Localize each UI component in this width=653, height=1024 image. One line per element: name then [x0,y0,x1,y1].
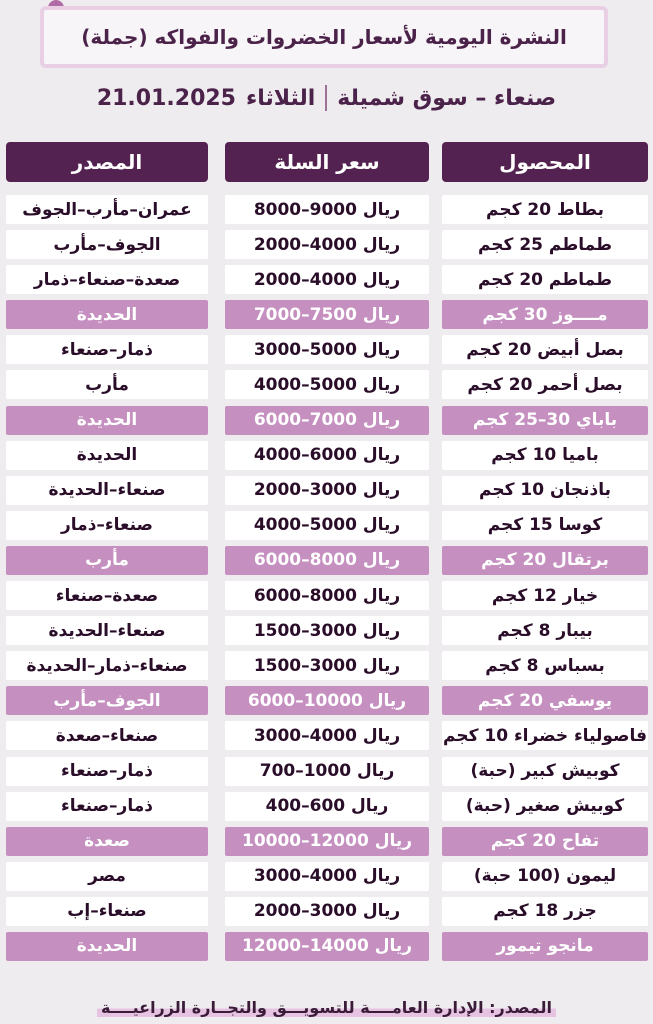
product-cell: بيبار 8 كجم [442,616,648,645]
table-row [0,683,653,718]
source-cell: صعدة [6,827,208,856]
product-cell: مانجو تيمور [442,932,648,961]
table-row [0,894,653,929]
product-cell: بصل أحمر 20 كجم [442,370,648,399]
source-cell: صنعاء–صعدة [6,721,208,750]
column-header-source: المصدر [6,142,208,182]
price-cell: 4000–5000 ريال [225,370,429,399]
source-cell: مأرب [6,370,208,399]
source-cell: صنعاء–الحديدة [6,616,208,645]
footer-source: المصدر: الإدارة العامــــة للتسويـــق والتجــارة الزراعيــــة [97,998,556,1017]
table-row [0,262,653,297]
table-row [0,367,653,402]
source-cell: الجوف–مأرب [6,686,208,715]
product-cell: خيار 12 كجم [442,581,648,610]
table-row [0,543,653,578]
source-cell: صنعاء–ذمار–الحديدة [6,651,208,680]
product-cell: طماطم 20 كجم [442,265,648,294]
location-date-line [0,80,653,116]
source-cell: صعدة–صنعاء [6,581,208,610]
product-cell: كوسا 15 كجم [442,511,648,540]
price-cell: 1500–3000 ريال [225,616,429,645]
table-row [0,297,653,332]
price-cell: 8000–9000 ريال [225,195,429,224]
table-row [0,648,653,683]
bulletin-title [40,6,608,68]
source-cell: ذمار–صنعاء [6,335,208,364]
table-row [0,824,653,859]
table-row [0,438,653,473]
price-cell: 1500–3000 ريال [225,651,429,680]
source-cell: مصر [6,862,208,891]
price-cell: 10000–12000 ريال [225,827,429,856]
table-row [0,192,653,227]
price-cell: 4000–5000 ريال [225,511,429,540]
product-cell: باباي 30–25 كجم [442,406,648,435]
column-header-product: المحصول [442,142,648,182]
product-cell: برتقال 20 كجم [442,546,648,575]
product-cell: جزر 18 كجم [442,897,648,926]
product-cell: ليمون (100 حبة) [442,862,648,891]
product-cell: كوبيش صغير (حبة) [442,792,648,821]
separator [325,85,327,111]
product-cell: طماطم 25 كجم [442,230,648,259]
price-cell: 3000–4000 ريال [225,862,429,891]
source-cell: عمران–مأرب–الجوف [6,195,208,224]
price-cell: 3000–5000 ريال [225,335,429,364]
footer [0,993,653,1021]
day-name: الثلاثاء [246,85,316,111]
product-cell: باميا 10 كجم [442,441,648,470]
title-text: النشرة اليومية لأسعار الخضروات والفواكه (جملة) [81,25,567,49]
product-cell: باذنجان 10 كجم [442,476,648,505]
source-cell: صنعاء–ذمار [6,511,208,540]
product-cell: مــــوز 30 كجم [442,300,648,329]
table-row [0,718,653,753]
price-cell: 400–600 ريال [225,792,429,821]
price-cell: 700–1000 ريال [225,757,429,786]
price-table [0,192,653,964]
table-row [0,473,653,508]
table-row [0,578,653,613]
source-cell: صعدة–صنعاء–ذمار [6,265,208,294]
market-location: صنعاء – سوق شميلة [337,85,557,111]
price-cell: 6000–8000 ريال [225,581,429,610]
price-cell: 4000–6000 ريال [225,441,429,470]
price-cell: 2000–3000 ريال [225,476,429,505]
price-cell: 2000–3000 ريال [225,897,429,926]
product-cell: بطاط 20 كجم [442,195,648,224]
table-row [0,403,653,438]
table-row [0,332,653,367]
product-cell: تفاح 20 كجم [442,827,648,856]
price-cell: 3000–4000 ريال [225,721,429,750]
price-cell: 7000–7500 ريال [225,300,429,329]
price-cell: 6000–10000 ريال [225,686,429,715]
product-cell: بسباس 8 كجم [442,651,648,680]
price-cell: 12000–14000 ريال [225,932,429,961]
report-date: 21.01.2025 [96,85,236,111]
product-cell: بصل أبيض 20 كجم [442,335,648,364]
product-cell: يوسفي 20 كجم [442,686,648,715]
table-row [0,929,653,964]
table-row [0,789,653,824]
table-row [0,227,653,262]
source-cell: الحديدة [6,406,208,435]
table-row [0,613,653,648]
price-cell: 6000–8000 ريال [225,546,429,575]
source-cell: صنعاء–إب [6,897,208,926]
source-cell: الحديدة [6,441,208,470]
source-cell: الجوف–مأرب [6,230,208,259]
source-cell: الحديدة [6,300,208,329]
product-cell: فاصولياء خضراء 10 كجم [442,721,648,750]
price-cell: 2000–4000 ريال [225,265,429,294]
price-cell: 2000–4000 ريال [225,230,429,259]
source-cell: ذمار–صنعاء [6,792,208,821]
source-cell: الحديدة [6,932,208,961]
price-cell: 6000–7000 ريال [225,406,429,435]
table-row [0,754,653,789]
source-cell: مأرب [6,546,208,575]
column-header-price: سعر السلة [225,142,429,182]
table-row [0,508,653,543]
source-cell: ذمار–صنعاء [6,757,208,786]
source-cell: صنعاء–الحديدة [6,476,208,505]
table-row [0,859,653,894]
product-cell: كوبيش كبير (حبة) [442,757,648,786]
